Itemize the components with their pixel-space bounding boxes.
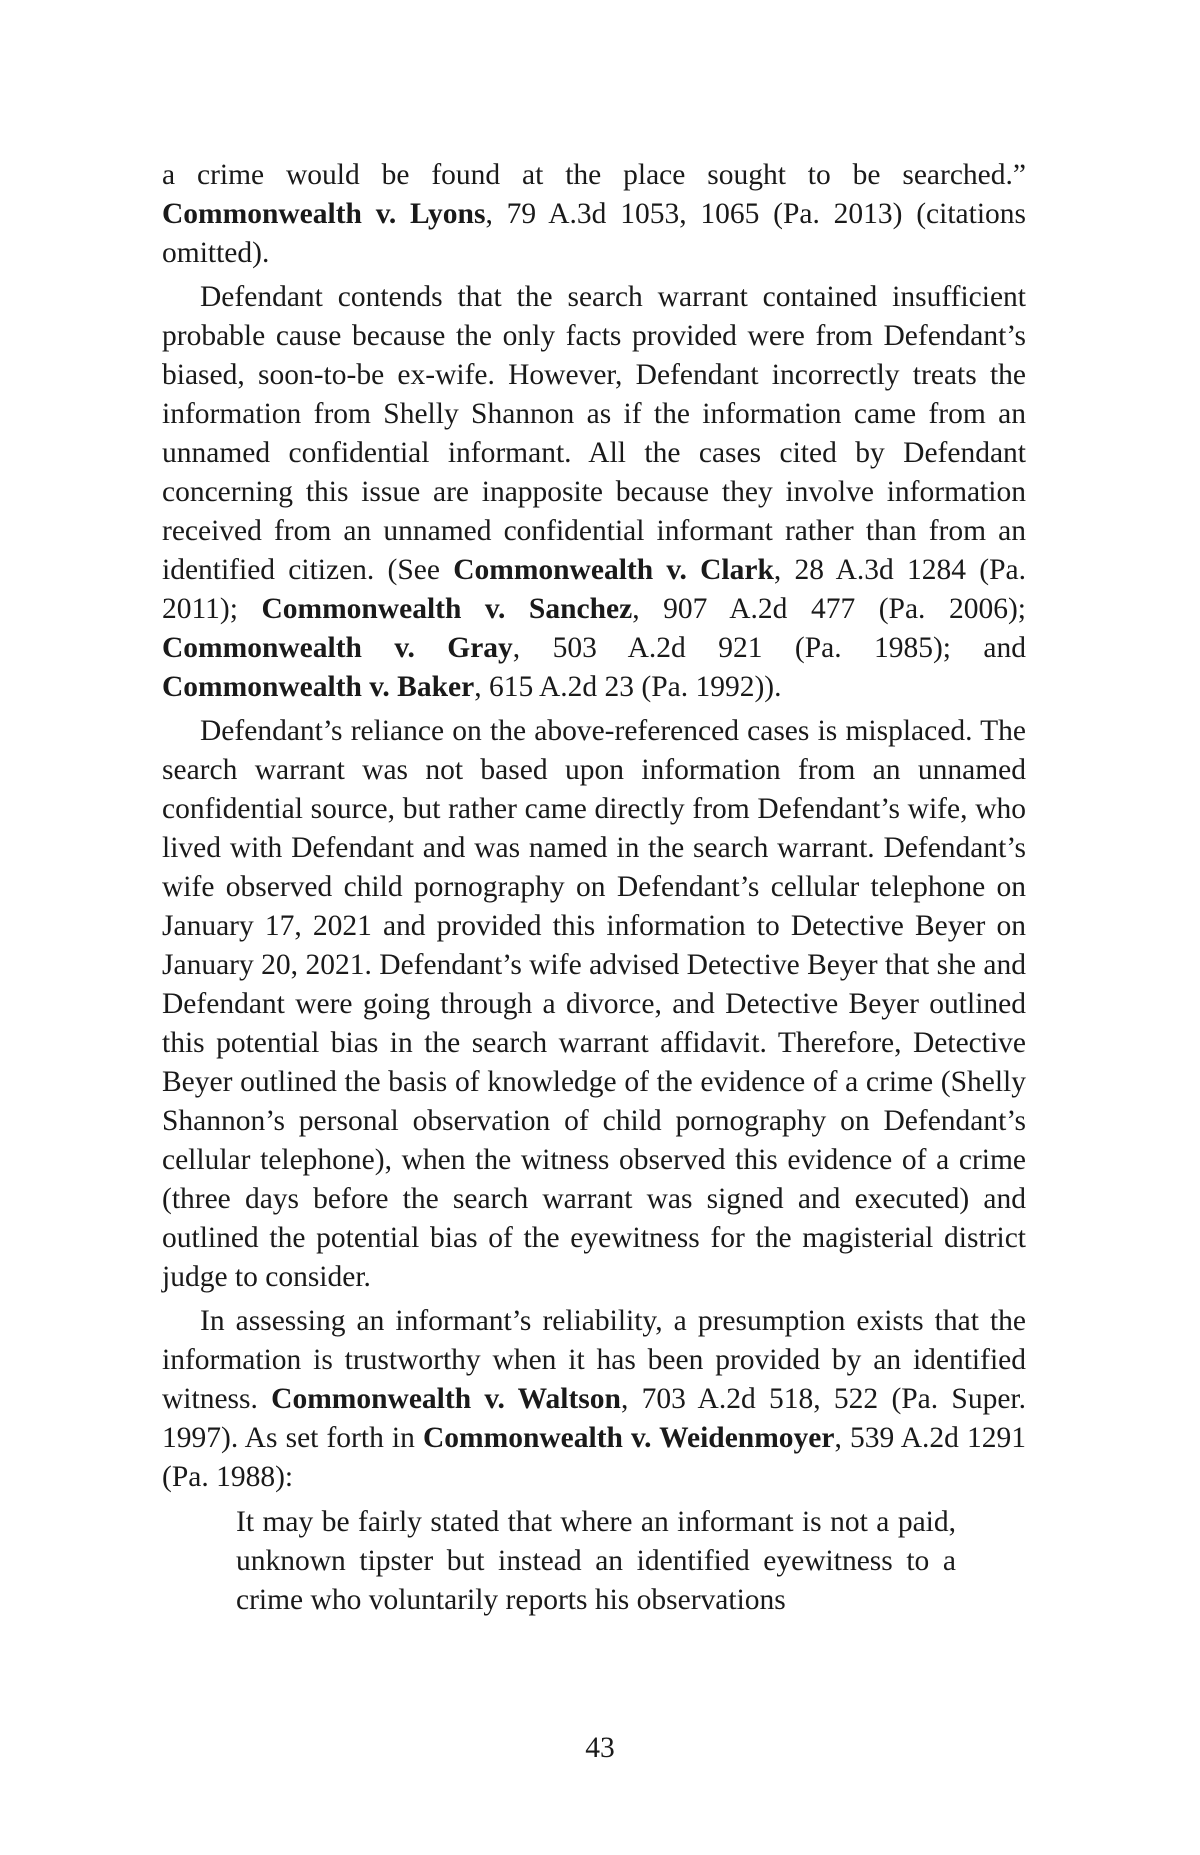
page-body [162, 156, 1026, 1620]
case-citation: Commonwealth v. Weidenmoyer [423, 1422, 835, 1454]
text-run: , 615 A.2d 23 (Pa. 1992)). [474, 671, 782, 703]
text-run: Defendant’s reliance on the above-referenced cases is misplaced. The search warrant was not based upon information from an unnamed confidential source, but rather came directly from Defendant’s wife, who lived with Defendant and was named in the search warrant. Defendant’s wife observed child pornography on Defendant’s cellular telephone on January 17, 2021 and provided this information to Detective Beyer on January 20, 2021. Defendant’s wife advised Detective Beyer that she and Defendant were going through a divorce, and Detective Beyer outlined this potential bias in the search warrant affidavit. Therefore, Detective Beyer outlined the basis of knowledge of the evidence of a crime (Shelly Shannon’s personal observation of child pornography on Defendant’s cellular telephone), when the witness observed this evidence of a crime (three days before the search warrant was signed and executed) and outlined the potential bias of the eyewitness for the magisterial district judge to consider. [162, 715, 1026, 1293]
paragraph-2 [162, 278, 1026, 707]
case-citation: Commonwealth v. Gray [162, 632, 513, 664]
case-citation: Commonwealth v. Baker [162, 671, 475, 703]
text-run: , 539 A.2d 1291 (Pa. 1988): [162, 1422, 1026, 1493]
text-run: a crime would be found at the place sought to be searched.” [162, 159, 1026, 191]
case-citation: Commonwealth v. Clark [453, 554, 774, 586]
paragraph-4 [162, 1302, 1026, 1497]
text-run: , 28 A.3d 1284 (Pa. 2011); [162, 554, 1027, 625]
text-run: , 503 A.2d 921 (Pa. 1985); and [512, 632, 1026, 664]
text-run: Defendant contends that the search warrant contained insufficient probable cause because the only facts provided were from Defendant’s biased, soon-to-be ex-wife. However, Defendant incorrectly treats the information from Shelly Shannon as if the information came from an unnamed confidential informant. All the cases cited by Defendant concerning this issue are inapposite because they involve information received from an unnamed confidential informant rather than from an identified citizen. (See [162, 281, 1026, 586]
paragraph-1 [162, 156, 1026, 273]
text-run: , 907 A.2d 477 (Pa. 2006); [632, 593, 1026, 625]
text-run: , 79 A.3d 1053, 1065 (Pa. 2013) (citations omitted). [162, 198, 1026, 269]
case-citation: Commonwealth v. Lyons [162, 198, 486, 230]
text-run: In assessing an informant’s reliability, a presumption exists that the information is trustworthy when it has been provided by an identified witness. [162, 1305, 1026, 1415]
paragraph-3 [162, 712, 1026, 1297]
case-citation: Commonwealth v. Waltson [271, 1383, 621, 1415]
text-run: , 703 A.2d 518, 522 (Pa. Super. 1997). As set forth in [162, 1383, 1026, 1454]
case-citation: Commonwealth v. Sanchez [261, 593, 633, 625]
block-quote: It may be fairly stated that where an informant is not a paid, unknown tipster but instead an identified eyewitness to a crime who voluntarily reports his observations [236, 1506, 956, 1616]
page-number: 43 [585, 1732, 615, 1764]
